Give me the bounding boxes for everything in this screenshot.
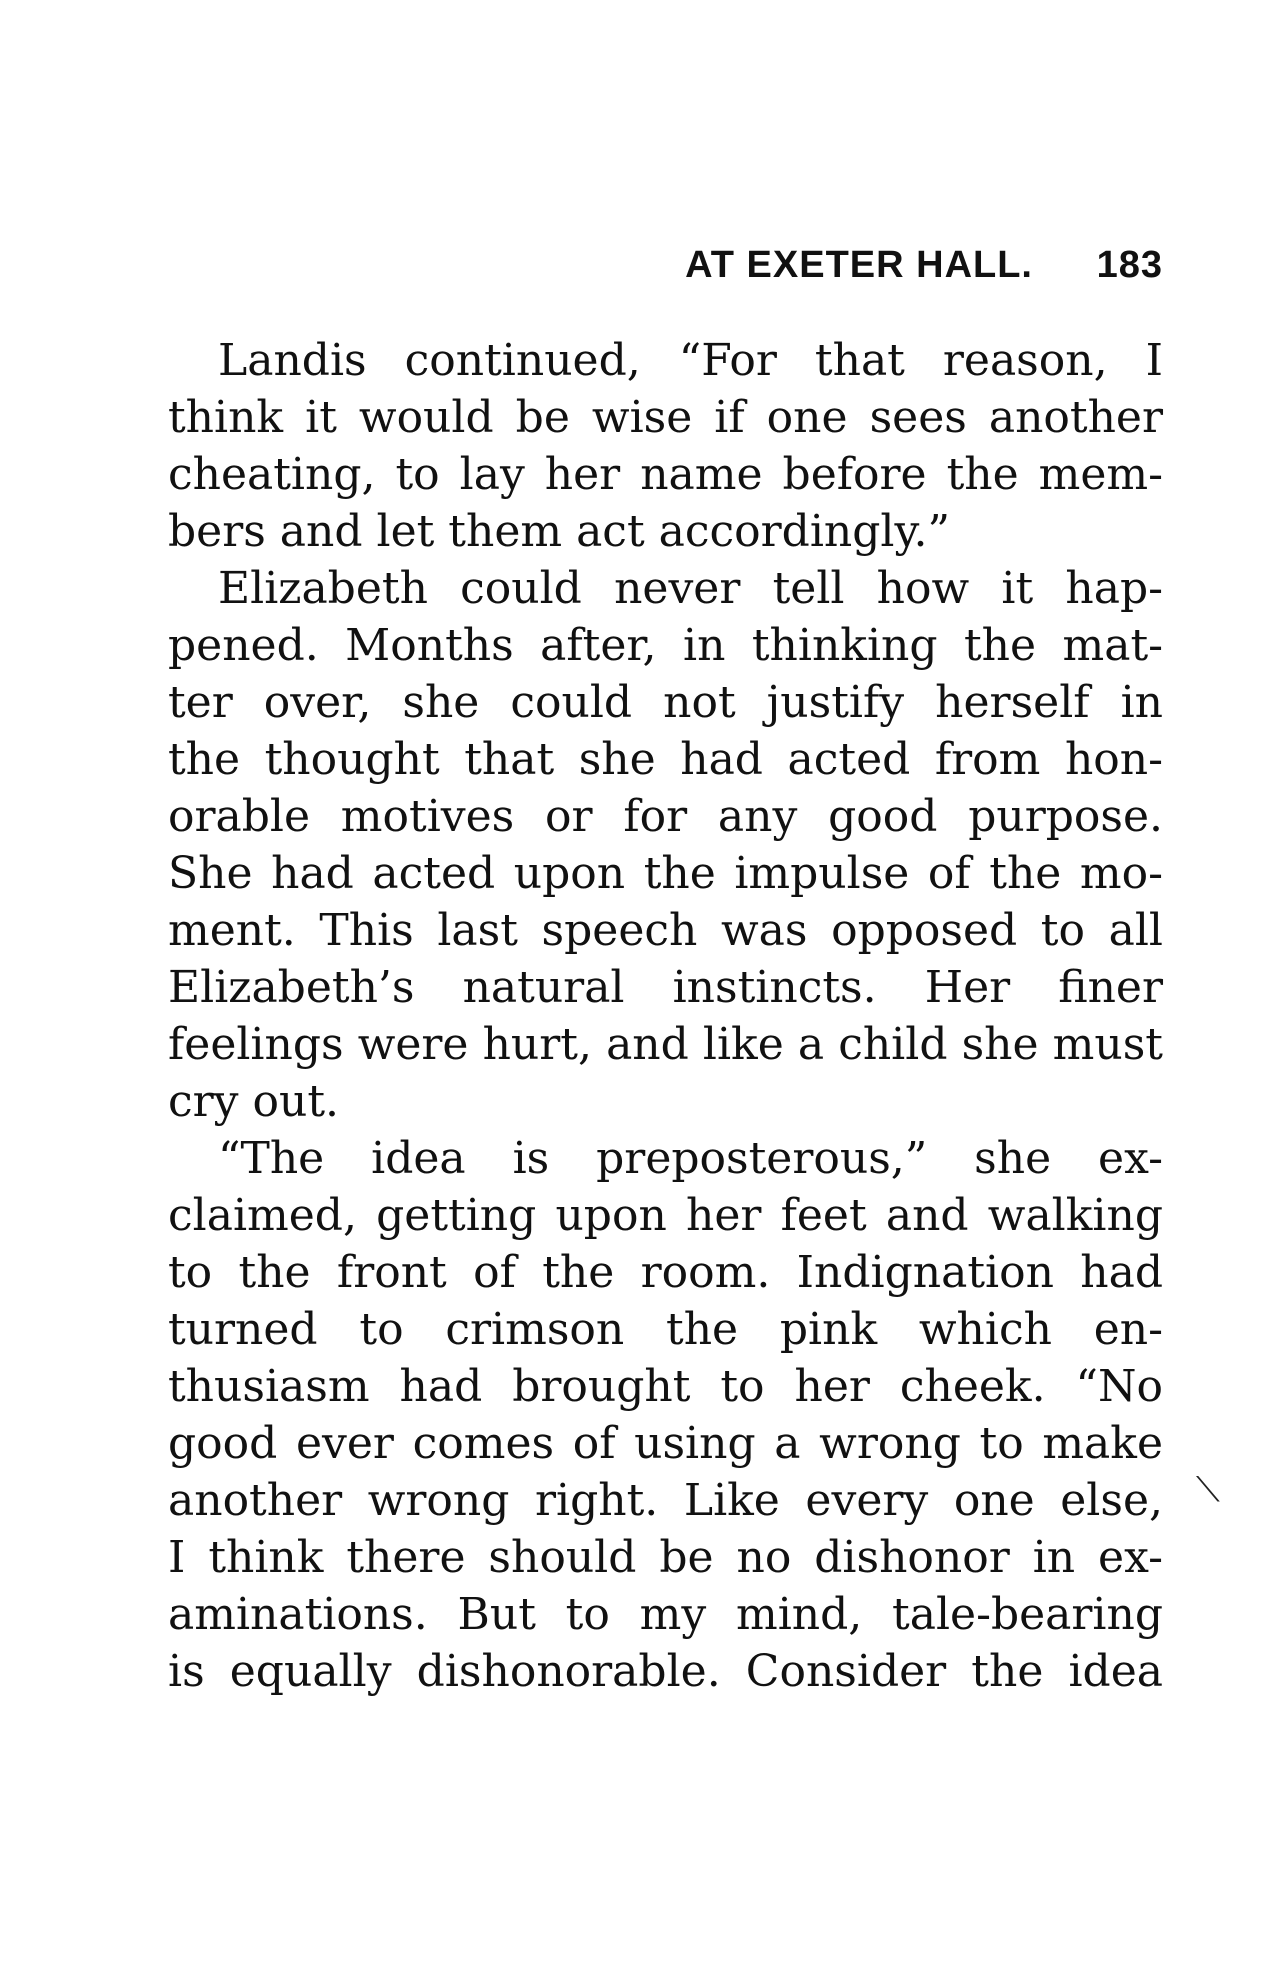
text-line: “The idea is preposterous,” she ex- [218, 1133, 1163, 1184]
text-line: I think there should be no dishonor in ex- [168, 1532, 1163, 1583]
text-line: Landis continued, “For that reason, I [218, 335, 1163, 386]
text-line: claimed, getting upon her feet and walking [168, 1190, 1163, 1241]
text-line: turned to crimson the pink which en- [168, 1304, 1163, 1355]
text-line: feelings were hurt, and like a child she must [168, 1019, 1163, 1070]
text-line: thusiasm had brought to her cheek. “No [168, 1361, 1163, 1412]
text-line: aminations. But to my mind, tale-bearing [168, 1589, 1163, 1640]
text-line: ment. This last speech was opposed to all [168, 905, 1163, 956]
page-number: 183 [1096, 244, 1163, 286]
margin-mark: ⟍ [1196, 1470, 1220, 1510]
body-text [168, 332, 1163, 1700]
running-title: AT EXETER HALL. [685, 244, 1033, 286]
text-line: cry out. [168, 1076, 340, 1127]
text-line: is equally dishonorable. Consider the idea [168, 1646, 1163, 1697]
text-line: to the front of the room. Indignation had [168, 1247, 1163, 1298]
text-line: cheating, to lay her name before the mem- [168, 449, 1163, 500]
text-line: good ever comes of using a wrong to make [168, 1418, 1163, 1469]
text-line: Elizabeth’s natural instincts. Her finer [168, 962, 1163, 1013]
text-line: the thought that she had acted from hon- [168, 734, 1163, 785]
text-line: think it would be wise if one sees another [168, 392, 1163, 443]
text-line: orable motives or for any good purpose. [168, 791, 1163, 842]
text-line: another wrong right. Like every one else, [168, 1475, 1163, 1526]
text-line: ter over, she could not justify herself in [168, 677, 1163, 728]
text-line: She had acted upon the impulse of the mo- [168, 848, 1163, 899]
text-line: bers and let them act accordingly.” [168, 506, 950, 557]
running-head [168, 244, 1163, 300]
text-line: pened. Months after, in thinking the mat- [168, 620, 1163, 671]
text-line: Elizabeth could never tell how it hap- [218, 563, 1163, 614]
